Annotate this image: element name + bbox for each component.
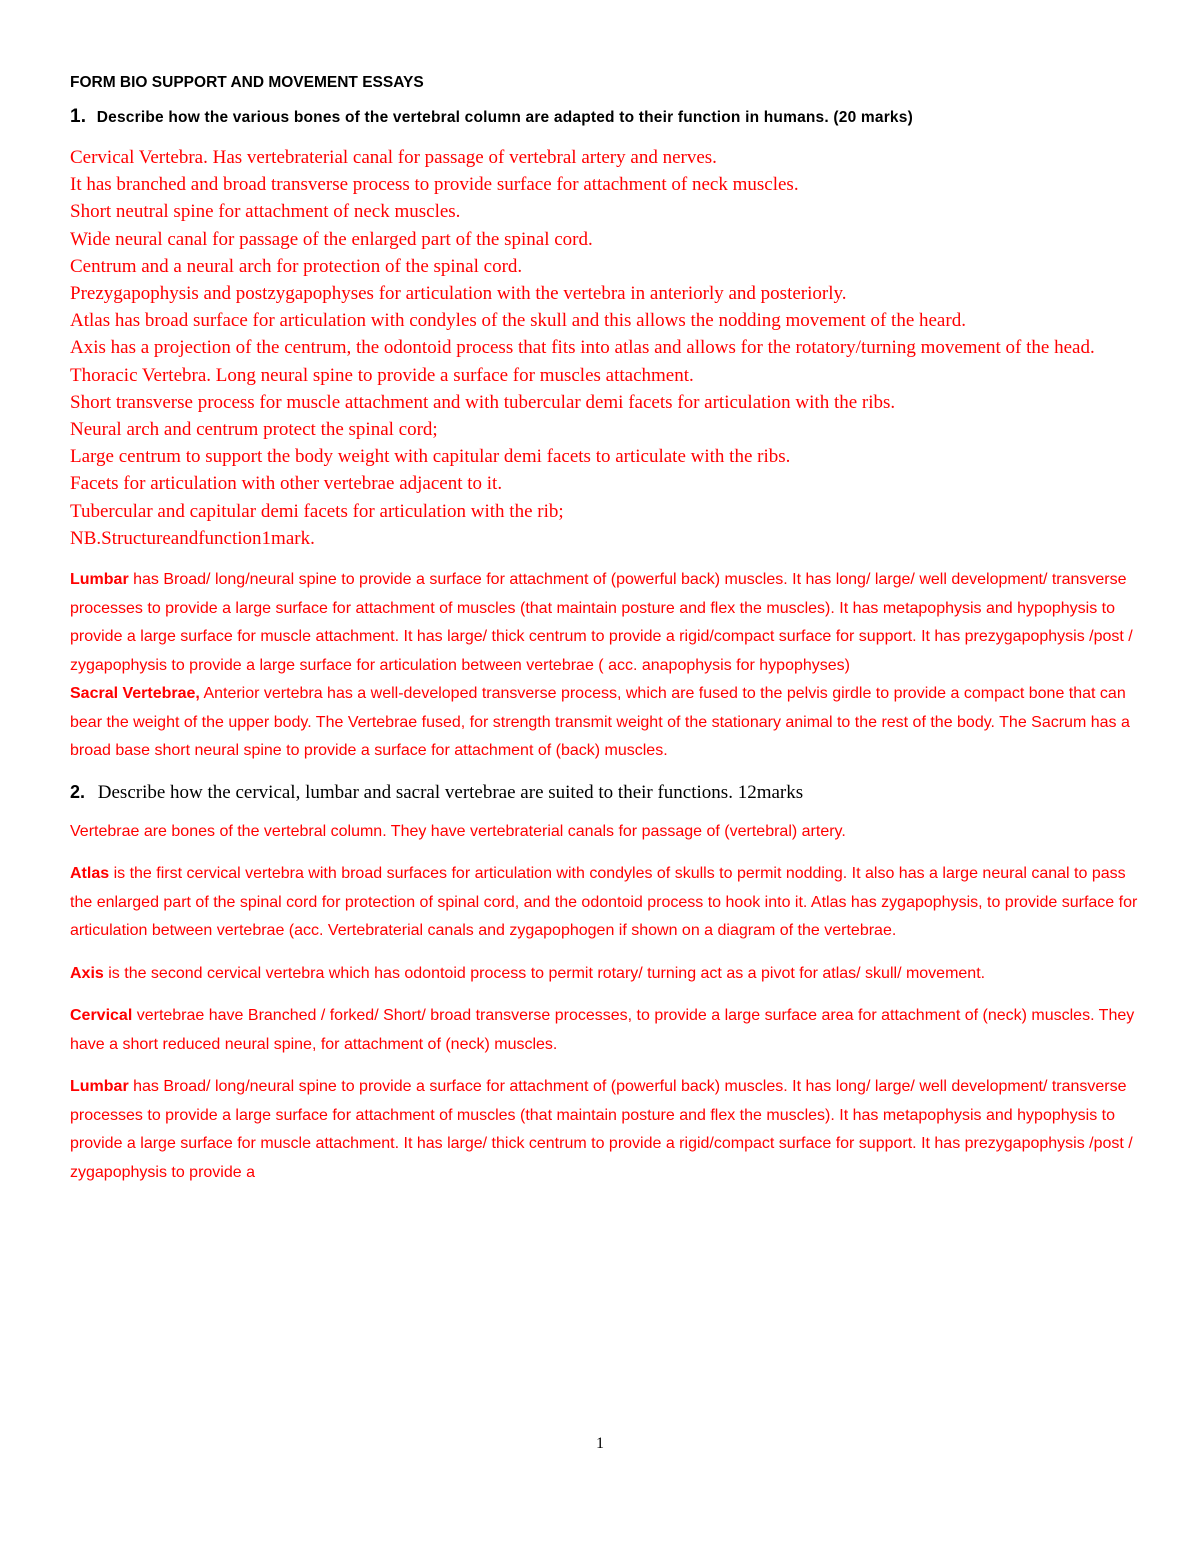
answer-line: Neural arch and centrum protect the spinal cord; <box>70 419 438 441</box>
q2-atlas-heading: Atlas <box>70 865 110 883</box>
answer-line: It has branched and broad transverse process to provide surface for attachment of neck muscles. <box>70 174 799 196</box>
q1-sacral-heading: Sacral Vertebrae, <box>70 685 200 703</box>
answer-line: Cervical Vertebra. Has vertebraterial canal for passage of vertebral artery and nerves. <box>70 147 717 168</box>
answer-line: Centrum and a neural arch for protection of the spinal cord. <box>70 255 523 277</box>
q1-sacral-paragraph <box>70 680 1140 766</box>
answer-line: Short transverse process for muscle attachment and with tubercular demi facets for articulation with the ribs. <box>70 391 896 413</box>
answer-line: Tubercular and capitular demi facets for articulation with the rib; <box>70 500 564 522</box>
page-number: 1 <box>596 1435 604 1452</box>
answer-line: Axis has a projection of the centrum, the odontoid process that fits into atlas and allows for the rotatory/turning movement of the head. <box>70 337 1095 359</box>
q2-axis-paragraph <box>70 960 1140 989</box>
document-title: FORM BIO SUPPORT AND MOVEMENT ESSAYS <box>70 74 424 91</box>
answer-line: NB.Structureandfunction1mark. <box>70 527 315 549</box>
q2-intro-paragraph: Vertebrae are bones of the vertebral column. They have vertebraterial canals for passage of (vertebral) artery. <box>70 822 846 840</box>
q2-atlas-text: is the first cervical vertebra with broad surfaces for articulation with condyles of skulls to permit nodding. It also has a large neural canal to pass the enlarged part of the spinal cord for protection of spinal cord, and the odontoid process to hook into it. Atlas has zygapophysis, to provide surface for articulation between vertebrae (acc. Vertebraterial canals and zygapophogen if shown on a diagram of the vertebrae. <box>70 865 1138 940</box>
question-2-text: Describe how the cervical, lumbar and sacral vertebrae are suited to their functions. 12marks <box>97 781 804 803</box>
question-2 <box>70 782 1140 804</box>
document-body <box>70 74 1140 1187</box>
q2-atlas-paragraph <box>70 860 1140 946</box>
q1-lumbar-heading: Lumbar <box>70 571 129 589</box>
question-1-number: 1. <box>70 106 87 127</box>
question-1 <box>70 106 1140 128</box>
q1-lumbar-paragraph <box>70 566 1140 680</box>
q2-lumbar-heading: Lumbar <box>70 1078 129 1096</box>
question-1-text: Describe how the various bones of the vertebral column are adapted to their function in humans. (20 marks) <box>96 109 913 126</box>
q2-lumbar-text: has Broad/ long/neural spine to provide a surface for attachment of (powerful back) muscles. It has long/ large/ well development/ transverse processes to provide a large surface for attachment of muscles (that maintain posture and flex the muscles). It has metapophysis and hypophysis to provide a large surface for muscle attachment. It has large/ thick centrum to provide a rigid/compact surface for support. It has prezygapophysis /post / zygapophysis to provide a <box>70 1078 1133 1181</box>
q1-sacral-text: Anterior vertebra has a well-developed transverse process, which are fused to the pelvis girdle to provide a compact bone that can bear the weight of the upper body. The Vertebrae fused, for strength transmit weight of the stationary animal to the rest of the body. The Sacrum has a broad base short neural spine to provide a surface for attachment of (back) muscles. <box>70 685 1130 760</box>
q2-cervical-text: vertebrae have Branched / forked/ Short/ broad transverse processes, to provide a large surface area for attachment of (neck) muscles. They have a short reduced neural spine, for attachment of (neck) muscles. <box>70 1007 1135 1053</box>
answer-line: Wide neural canal for passage of the enlarged part of the spinal cord. <box>70 228 593 250</box>
q2-cervical-heading: Cervical <box>70 1007 133 1025</box>
question-2-number: 2. <box>70 781 86 802</box>
answer-line: Atlas has broad surface for articulation with condyles of the skull and this allows the nodding movement of the heard. <box>70 310 966 332</box>
answer-line: Large centrum to support the body weight with capitular demi facets to articulate with the ribs. <box>70 446 791 468</box>
q2-lumbar-paragraph <box>70 1073 1140 1187</box>
answer-line: Facets for articulation with other vertebrae adjacent to it. <box>70 473 503 495</box>
question-1-answer-list <box>70 144 1140 552</box>
q1-lumbar-text: has Broad/ long/neural spine to provide a surface for attachment of (powerful back) muscles. It has long/ large/ well development/ transverse processes to provide a large surface for attachment of muscles (that maintain posture and flex the muscles). It has metapophysis and hypophysis to provide a large surface for muscle attachment. It has large/ thick centrum to provide a rigid/compact surface for support. It has prezygapophysis /post / zygapophysis to provide a large surface for articulation between vertebrae ( acc. anapophysis for hypophyses) <box>70 571 1133 674</box>
answer-line: Thoracic Vertebra. Long neural spine to provide a surface for muscles attachment. <box>70 364 694 386</box>
answer-line: Prezygapophysis and postzygapophyses for articulation with the vertebra in anteriorly and posteriorly. <box>70 283 847 305</box>
answer-line: Short neutral spine for attachment of neck muscles. <box>70 201 461 223</box>
q2-axis-text: is the second cervical vertebra which has odontoid process to permit rotary/ turning act as a pivot for atlas/ skull/ movement. <box>103 964 986 982</box>
q2-axis-heading: Axis <box>70 964 104 982</box>
q2-cervical-paragraph <box>70 1002 1140 1059</box>
